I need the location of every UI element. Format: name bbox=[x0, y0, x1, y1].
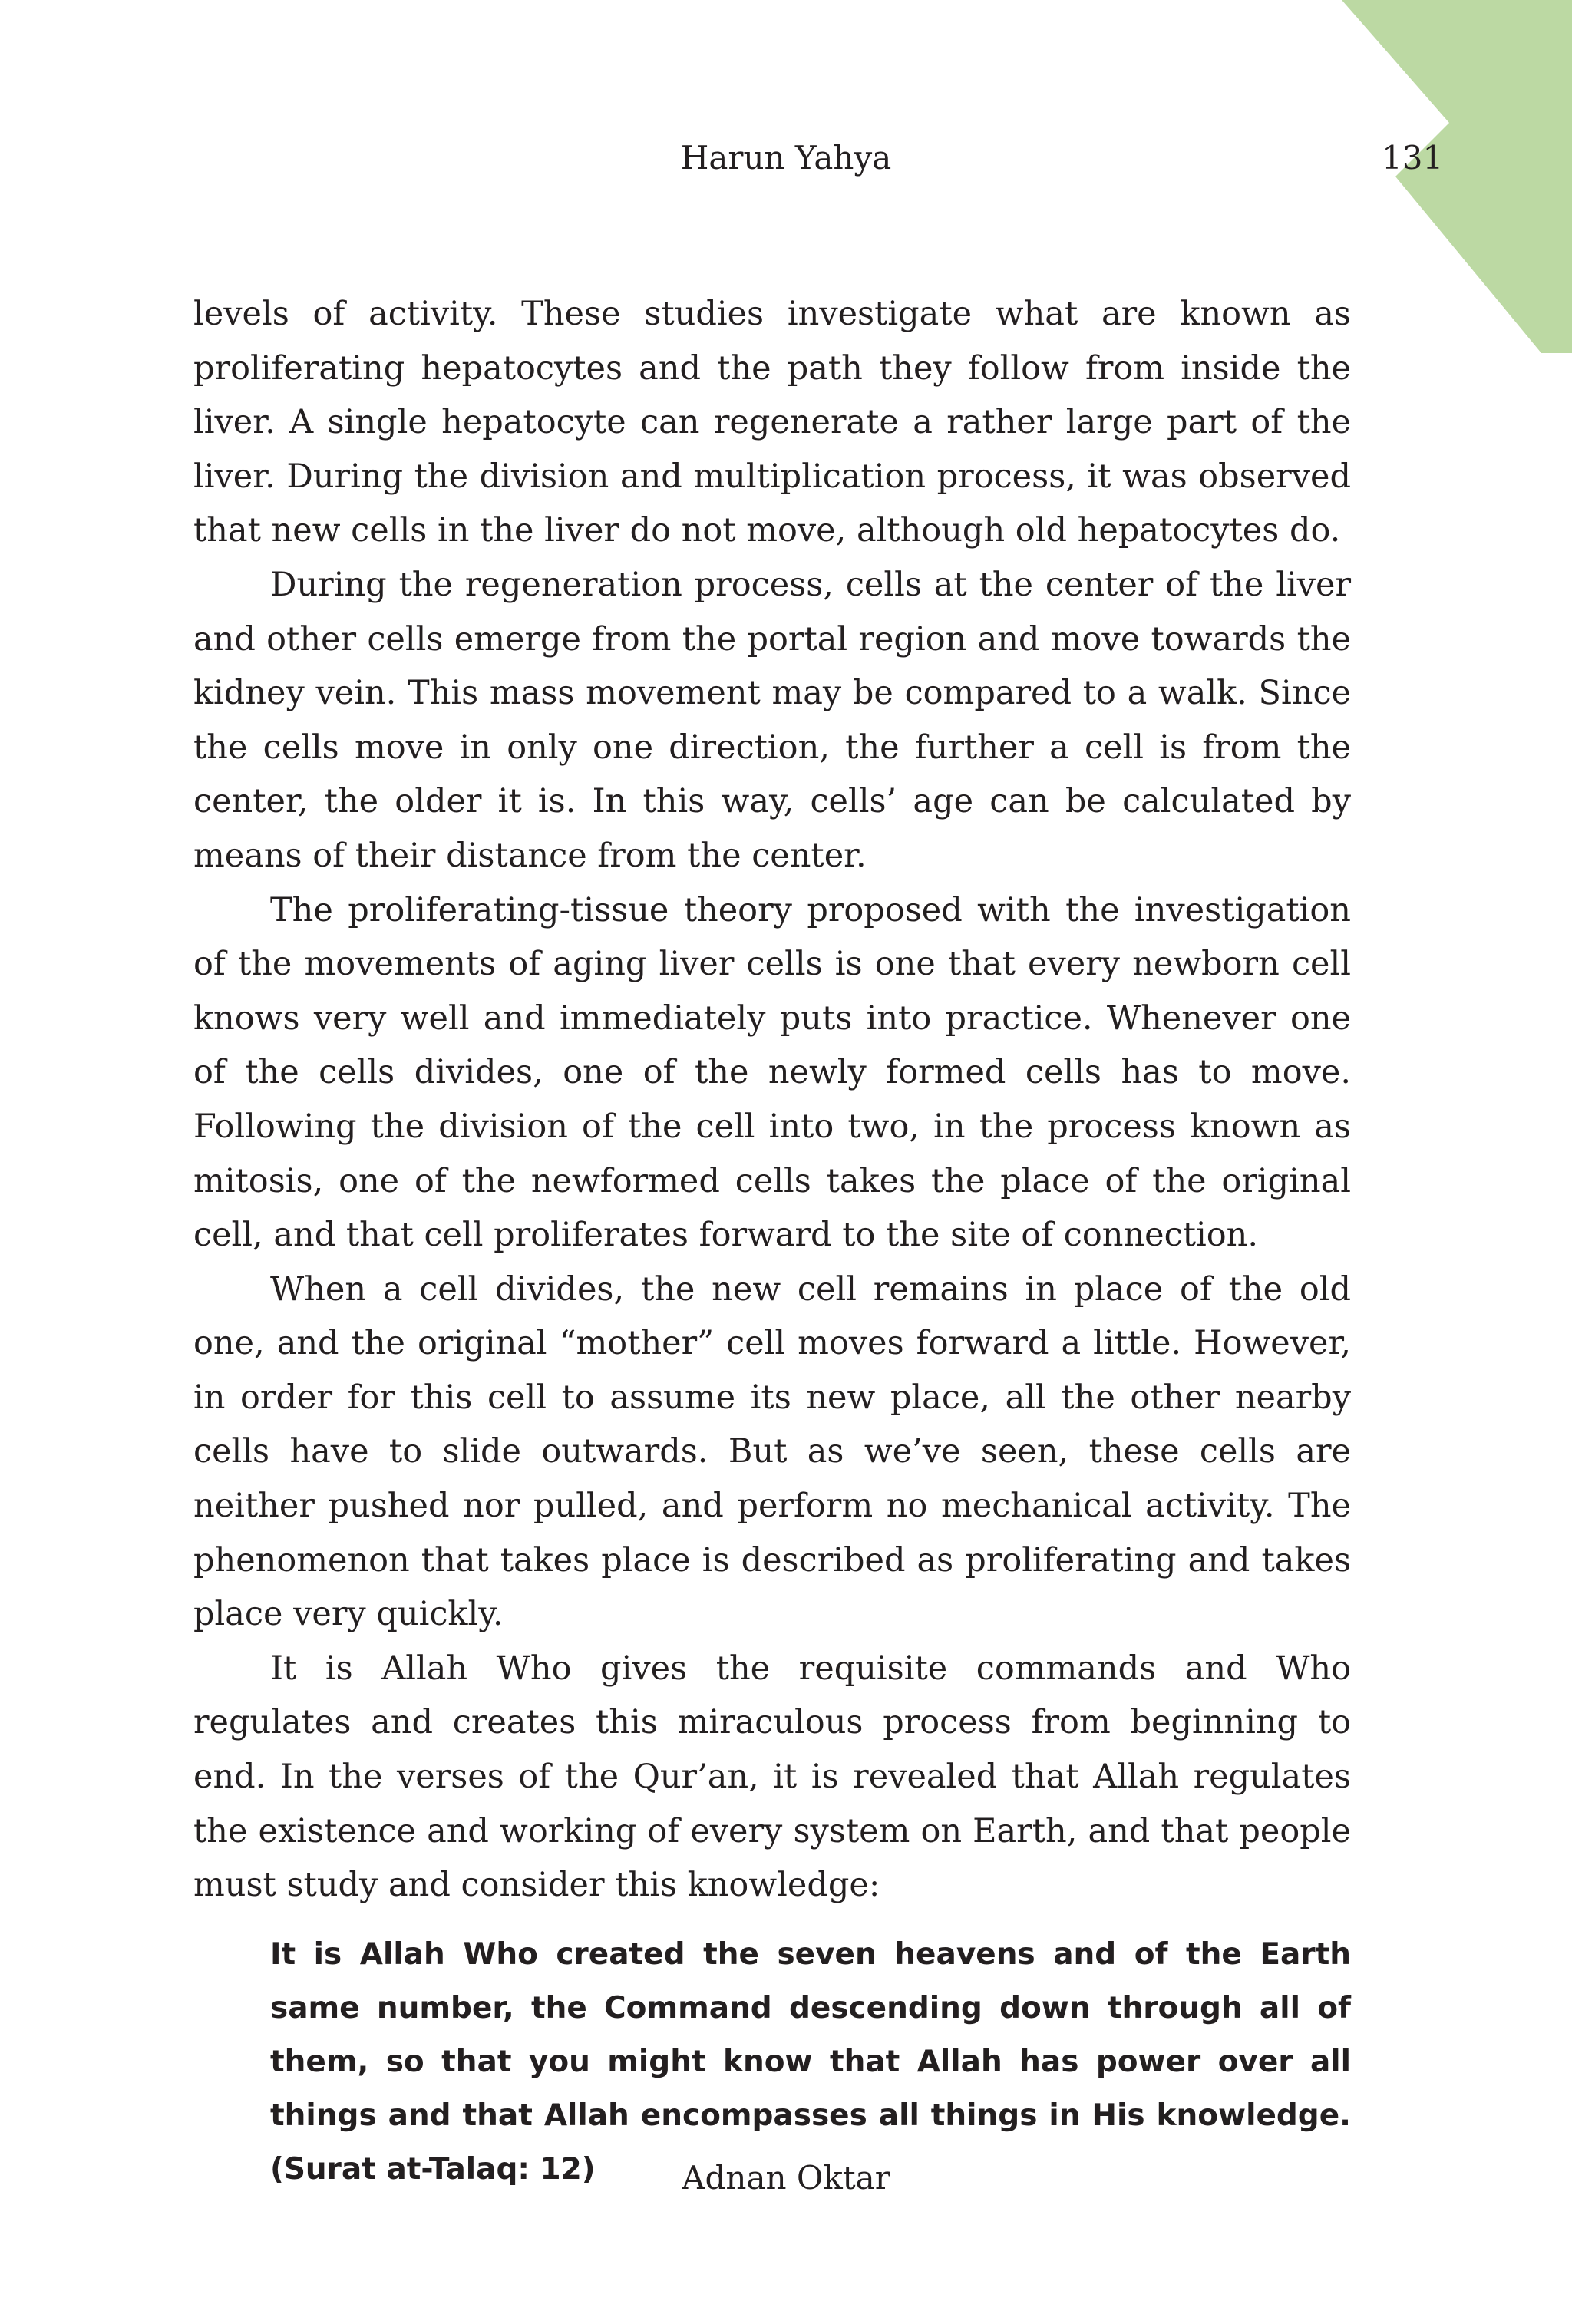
running-foot-author: Adnan Oktar bbox=[682, 2159, 890, 2197]
paragraph-5: It is Allah Who gives the requisite commands and Who regulates and creates this miraculous process from beginning to end. In the verses of the Qur’an, it is revealed that Allah regulates the existence and working of every system on Earth, and that people must study and consider this knowledge: bbox=[193, 1649, 1351, 1905]
verse-quote: It is Allah Who created the seven heavens and of the Earth same number, the Command descending down through all of them, so that you might know that Allah has power over all things and that Allah encompasses all things in His knowledge. (Surat at-Talaq: 12) bbox=[270, 1936, 1351, 2187]
paragraph-4: When a cell divides, the new cell remains in place of the old one, and the original “mother” cell moves forward a little. However, in order for this cell to assume its new place, all the other nearby cells have to slide outwards. But as we’ve seen, these cells are neither pushed nor pulled, and perform no mechanical activity. The phenomenon that takes place is described as proliferating and takes place very quickly. bbox=[193, 1269, 1351, 1634]
paragraph-1: levels of activity. These studies investigate what are known as proliferating hepatocytes and the path they follow from inside the liver. A single hepatocyte can regenerate a rather large part of the liver. During the division and multiplication process, it was observed that new cells in the liver do not move, although old hepatocytes do. bbox=[193, 295, 1351, 550]
paragraph-2: During the regeneration process, cells at the center of the liver and other cells emerge from the portal region and move towards the kidney vein. This mass movement may be compared to a walk. Since the cells move in only one direction, the further a cell is from the center, the older it is. In this way, cells’ age can be calculated by means of their distance from the center. bbox=[193, 565, 1351, 875]
running-head-title: Harun Yahya bbox=[680, 139, 892, 177]
page-number: 131 bbox=[1382, 139, 1444, 177]
paragraph-3: The proliferating-tissue theory proposed with the investigation of the movements of aging liver cells is one that every newborn cell knows very well and immediately puts into practice. Whenever one of the cells divides, one of the newly formed cells has to move. Following the division of the cell into two, in the process known as mitosis, one of the newformed cells takes the place of the original cell, and that cell proliferates forward to the site of connection. bbox=[193, 890, 1351, 1255]
body-text bbox=[193, 287, 1351, 2197]
